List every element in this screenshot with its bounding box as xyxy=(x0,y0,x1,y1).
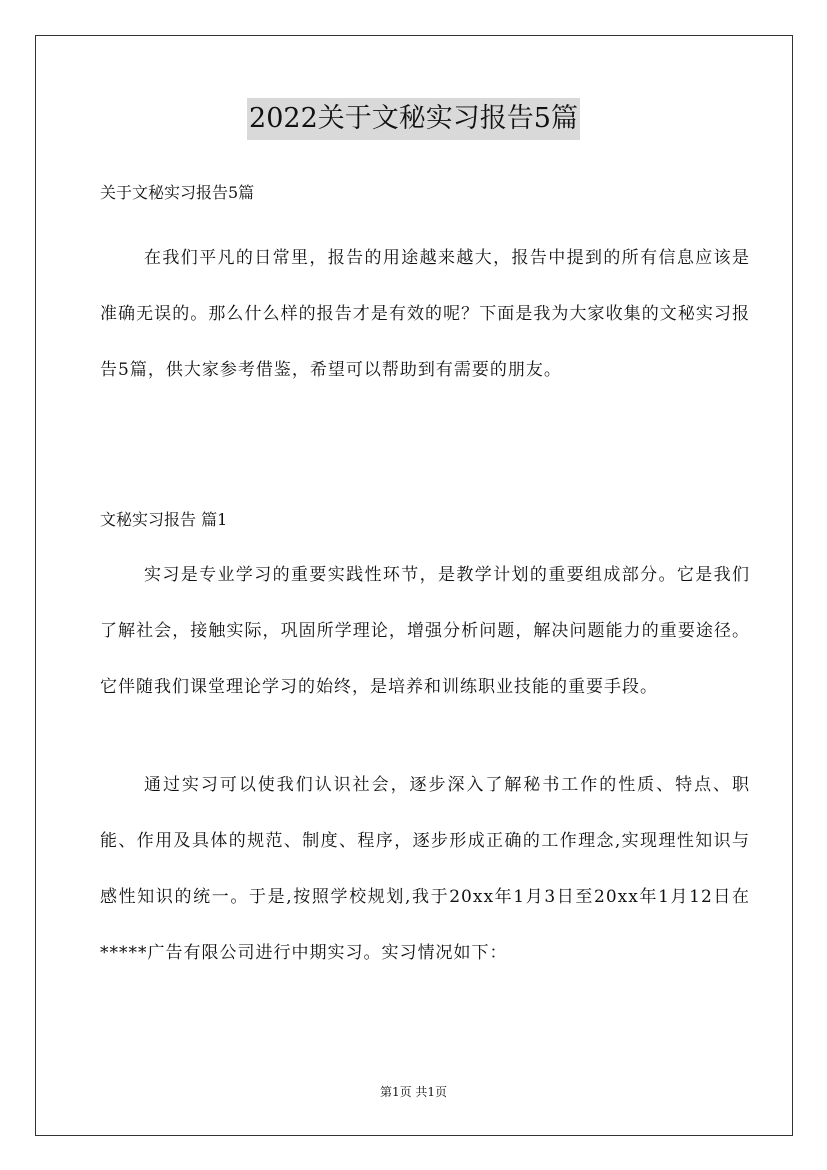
section-heading: 文秘实习报告 篇1 xyxy=(100,510,228,529)
page-footer: 第1页 共1页 xyxy=(379,1085,448,1099)
title-container xyxy=(0,98,827,140)
section-paragraph-1: 实习是专业学习的重要实践性环节，是教学计划的重要组成部分。它是我们了解社会，接触实际，巩固所学理论，增强分析问题，解决问题能力的重要途径。它伴随我们课堂理论学习的始终，是培养和训练职业技能的重要手段。 xyxy=(100,565,750,697)
document-title: 2022关于文秘实习报告5篇 xyxy=(247,98,580,140)
section-paragraph-2: 通过实习可以使我们认识社会，逐步深入了解秘书工作的性质、特点、职能、作用及具体的规范、制度、程序，逐步形成正确的工作理念,实现理性知识与感性知识的统一。于是,按照学校规划,我于20xx年1月3日至20xx年1月12日在*****广告有限公司进行中期实习。实习情况如下： xyxy=(100,775,750,963)
document-subtitle: 关于文秘实习报告5篇 xyxy=(100,183,255,202)
intro-paragraph: 在我们平凡的日常里，报告的用途越来越大，报告中提到的所有信息应该是准确无误的。那么什么样的报告才是有效的呢？下面是我为大家收集的文秘实习报告5篇，供大家参考借鉴，希望可以帮助到有需要的朋友。 xyxy=(100,248,750,380)
